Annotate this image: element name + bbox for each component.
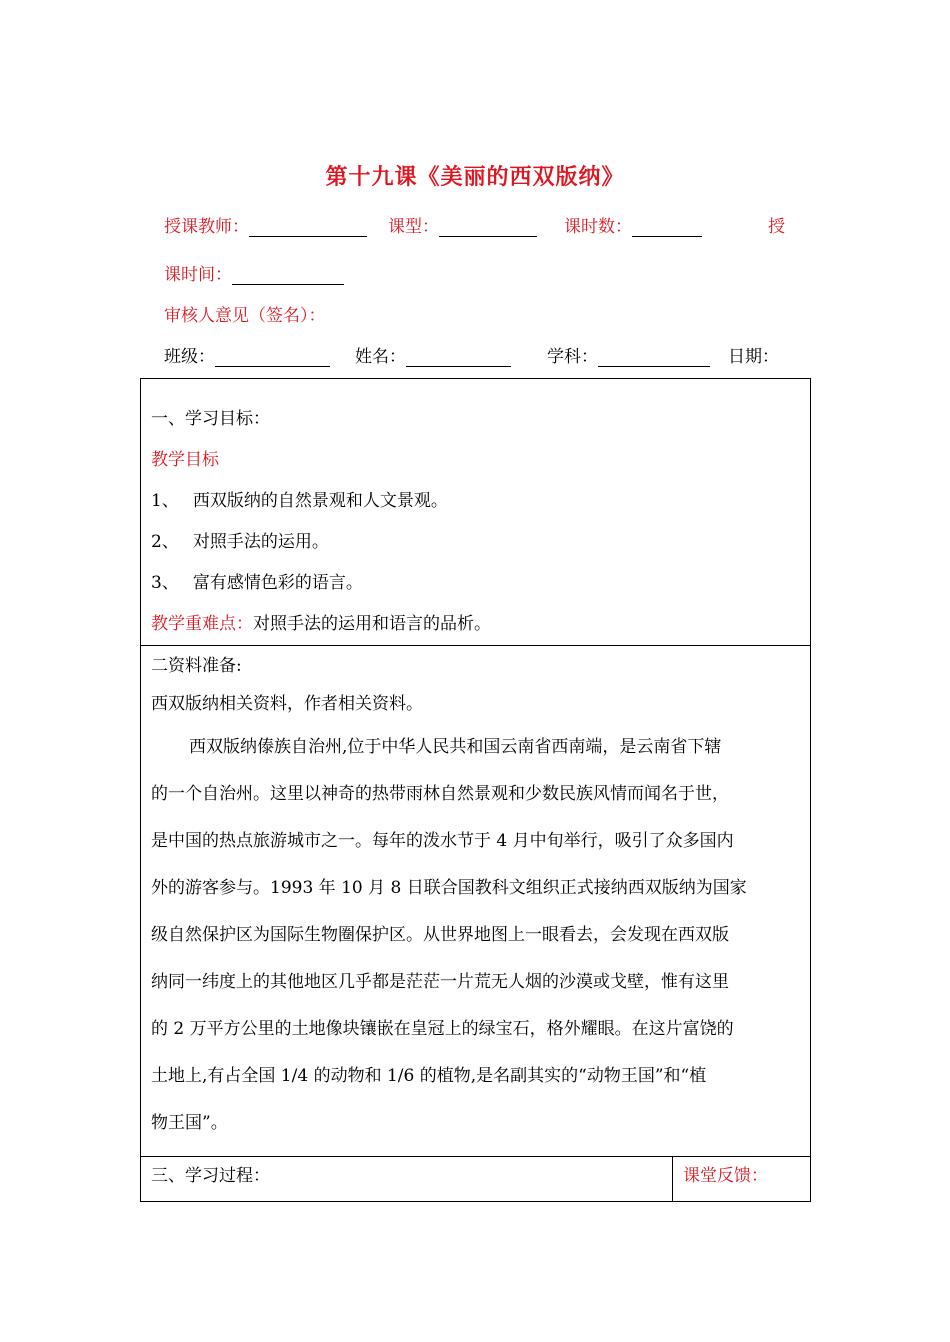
feedback-heading: 课堂反馈： <box>683 1166 768 1186</box>
objectives-cell <box>141 379 811 646</box>
goal-item: 1、 西双版纳的自然景观和人文景观。 <box>151 491 448 511</box>
subject-field <box>547 342 710 367</box>
teaching-goal-heading: 教学目标 <box>151 450 219 470</box>
page-title: 第十九课《美丽的西双版纳》 <box>325 164 625 190</box>
paragraph-line: 物王国”。 <box>151 1113 228 1133</box>
paragraph-line: 是中国的热点旅游城市之一。每年的泼水节于 4 月中旬举行，吸引了众多国内 <box>151 831 734 851</box>
name-label: 姓名： <box>355 347 406 367</box>
key-points <box>141 604 810 645</box>
paragraph-line: 土地上,有占全国 1/4 的动物和 1/6 的植物,是名副其实的“动物王国”和“植 <box>151 1066 707 1086</box>
paragraph-line: 西双版纳傣族自治州,位于中华人民共和国云南省西南端，是云南省下辖 <box>189 737 722 757</box>
name-blank[interactable] <box>406 348 511 367</box>
key-points-label: 教学重难点： <box>151 614 253 634</box>
hours-label: 课时数： <box>564 217 632 237</box>
review-label: 审核人意见（签名）： <box>164 306 326 326</box>
materials-heading: 二资料准备: <box>151 656 242 676</box>
paragraph-line: 的 2 万平方公里的土地像块镶嵌在皇冠上的绿宝石，格外耀眼。在这片富饶的 <box>151 1019 734 1039</box>
date-label: 日期： <box>728 347 779 367</box>
materials-line: 西双版纳相关资料，作者相关资料。 <box>151 694 423 714</box>
class-blank[interactable] <box>215 348 330 367</box>
class-field <box>164 342 330 367</box>
teacher-field <box>164 212 367 237</box>
class-label: 班级： <box>164 347 215 367</box>
shou-char: 授 <box>768 217 785 237</box>
date-field <box>728 342 779 367</box>
materials-cell <box>141 646 811 1157</box>
objectives-heading: 一、学习目标： <box>151 409 270 429</box>
type-field <box>388 212 537 237</box>
subject-blank[interactable] <box>598 348 710 367</box>
type-label: 课型： <box>388 217 439 237</box>
paragraph-line: 外的游客参与。1993 年 10 月 8 日联合国教科文组织正式接纳西双版纳为国家 <box>151 878 747 898</box>
name-field <box>355 342 511 367</box>
paragraph-line: 的一个自治州。这里以神奇的热带雨林自然景观和少数民族风情而闻名于世， <box>151 784 729 804</box>
time-field <box>164 260 344 285</box>
key-points-text: 对照手法的运用和语言的品析。 <box>253 614 491 634</box>
lesson-table <box>140 378 811 1202</box>
feedback-cell <box>673 1157 811 1202</box>
intro-paragraph <box>141 724 810 1147</box>
process-cell <box>141 1157 673 1202</box>
paragraph-line: 纳同一纬度上的其他地区几乎都是茫茫一片荒无人烟的沙漠或戈壁，惟有这里 <box>151 972 729 992</box>
subject-label: 学科： <box>547 347 598 367</box>
teacher-blank[interactable] <box>249 218 367 237</box>
time-label: 课时间： <box>164 265 232 285</box>
goal-item: 2、 对照手法的运用。 <box>151 532 329 552</box>
hours-field <box>564 212 702 237</box>
paragraph-line: 级自然保护区为国际生物圈保护区。从世界地图上一眼看去，会发现在西双版 <box>151 925 729 945</box>
hours-blank[interactable] <box>632 218 702 237</box>
teacher-label: 授课教师： <box>164 217 249 237</box>
goal-item: 3、 富有感情色彩的语言。 <box>151 573 363 593</box>
type-blank[interactable] <box>439 218 537 237</box>
process-heading: 三、学习过程： <box>151 1166 270 1186</box>
time-blank[interactable] <box>232 266 344 285</box>
